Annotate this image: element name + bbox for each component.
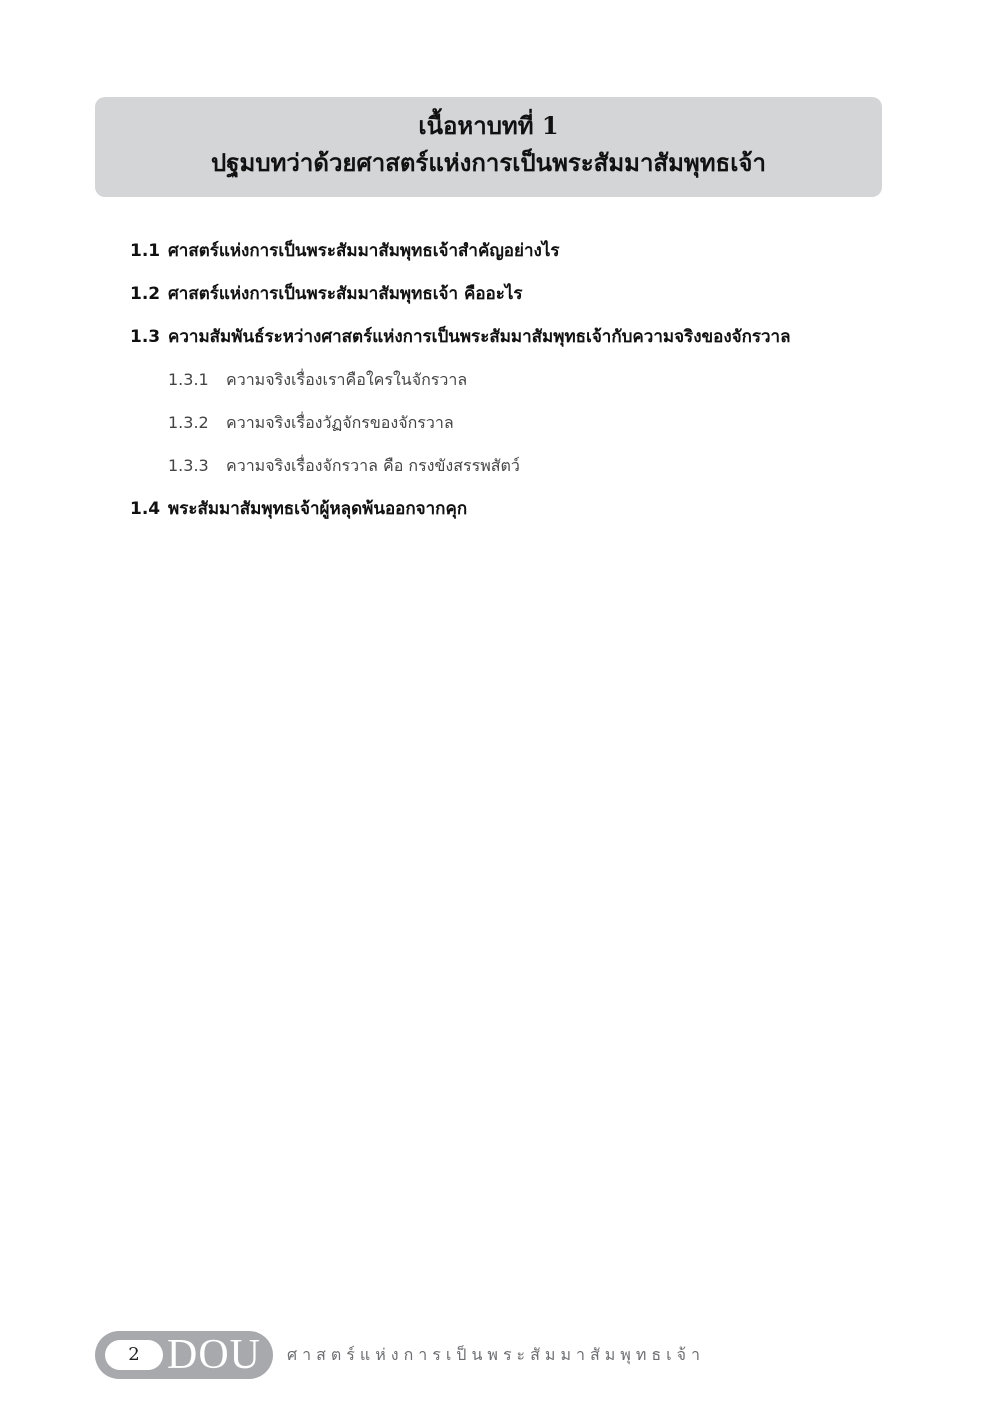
toc-item-number: 1.2 — [130, 284, 161, 304]
chapter-title: ปฐมบทว่าด้วยศาสตร์แห่งการเป็นพระสัมมาสัมพุทธเจ้า — [211, 148, 766, 177]
toc-item-number: 1.3 — [130, 327, 161, 347]
chapter-number-title: เนื้อหาบทที่ 1 — [418, 111, 559, 140]
dou-logo: DOU — [167, 1332, 261, 1378]
toc-subitem-text: ความจริงเรื่องจักรวาล คือ กรงขังสรรพสัตว์ — [226, 456, 520, 475]
toc-subitem-1-3-1 — [130, 361, 890, 404]
page-number: 2 — [105, 1340, 163, 1370]
toc-subitem-1-3-2 — [130, 404, 890, 447]
toc-subitem-number: 1.3.3 — [168, 456, 209, 475]
footer-badge — [95, 1331, 273, 1379]
table-of-contents — [130, 232, 890, 533]
toc-item-1-1 — [130, 232, 890, 275]
toc-item-1-4 — [130, 490, 890, 533]
page-footer — [95, 1331, 895, 1379]
toc-item-1-3 — [130, 318, 890, 361]
toc-item-number: 1.1 — [130, 241, 161, 261]
toc-item-number: 1.4 — [130, 499, 161, 519]
toc-subitem-1-3-3 — [130, 447, 890, 490]
toc-subitem-text: ความจริงเรื่องเราคือใครในจักรวาล — [226, 370, 468, 389]
toc-subitem-text: ความจริงเรื่องวัฏจักรของจักรวาล — [226, 413, 454, 432]
footer-book-title: ศาสตร์แห่งการเป็นพระสัมมาสัมพุทธเจ้า — [287, 1345, 705, 1364]
toc-item-text: พระสัมมาสัมพุทธเจ้าผู้หลุดพ้นออกจากคุก — [168, 499, 468, 519]
chapter-title-box — [95, 97, 882, 197]
toc-item-text: ความสัมพันธ์ระหว่างศาสตร์แห่งการเป็นพระสัมมาสัมพุทธเจ้ากับความจริงของจักรวาล — [168, 327, 791, 347]
toc-subitem-number: 1.3.2 — [168, 413, 209, 432]
toc-item-text: ศาสตร์แห่งการเป็นพระสัมมาสัมพุทธเจ้า คืออะไร — [168, 284, 523, 304]
toc-item-text: ศาสตร์แห่งการเป็นพระสัมมาสัมพุทธเจ้าสำคัญอย่างไร — [168, 241, 560, 261]
toc-item-1-2 — [130, 275, 890, 318]
toc-subitem-number: 1.3.1 — [168, 370, 209, 389]
